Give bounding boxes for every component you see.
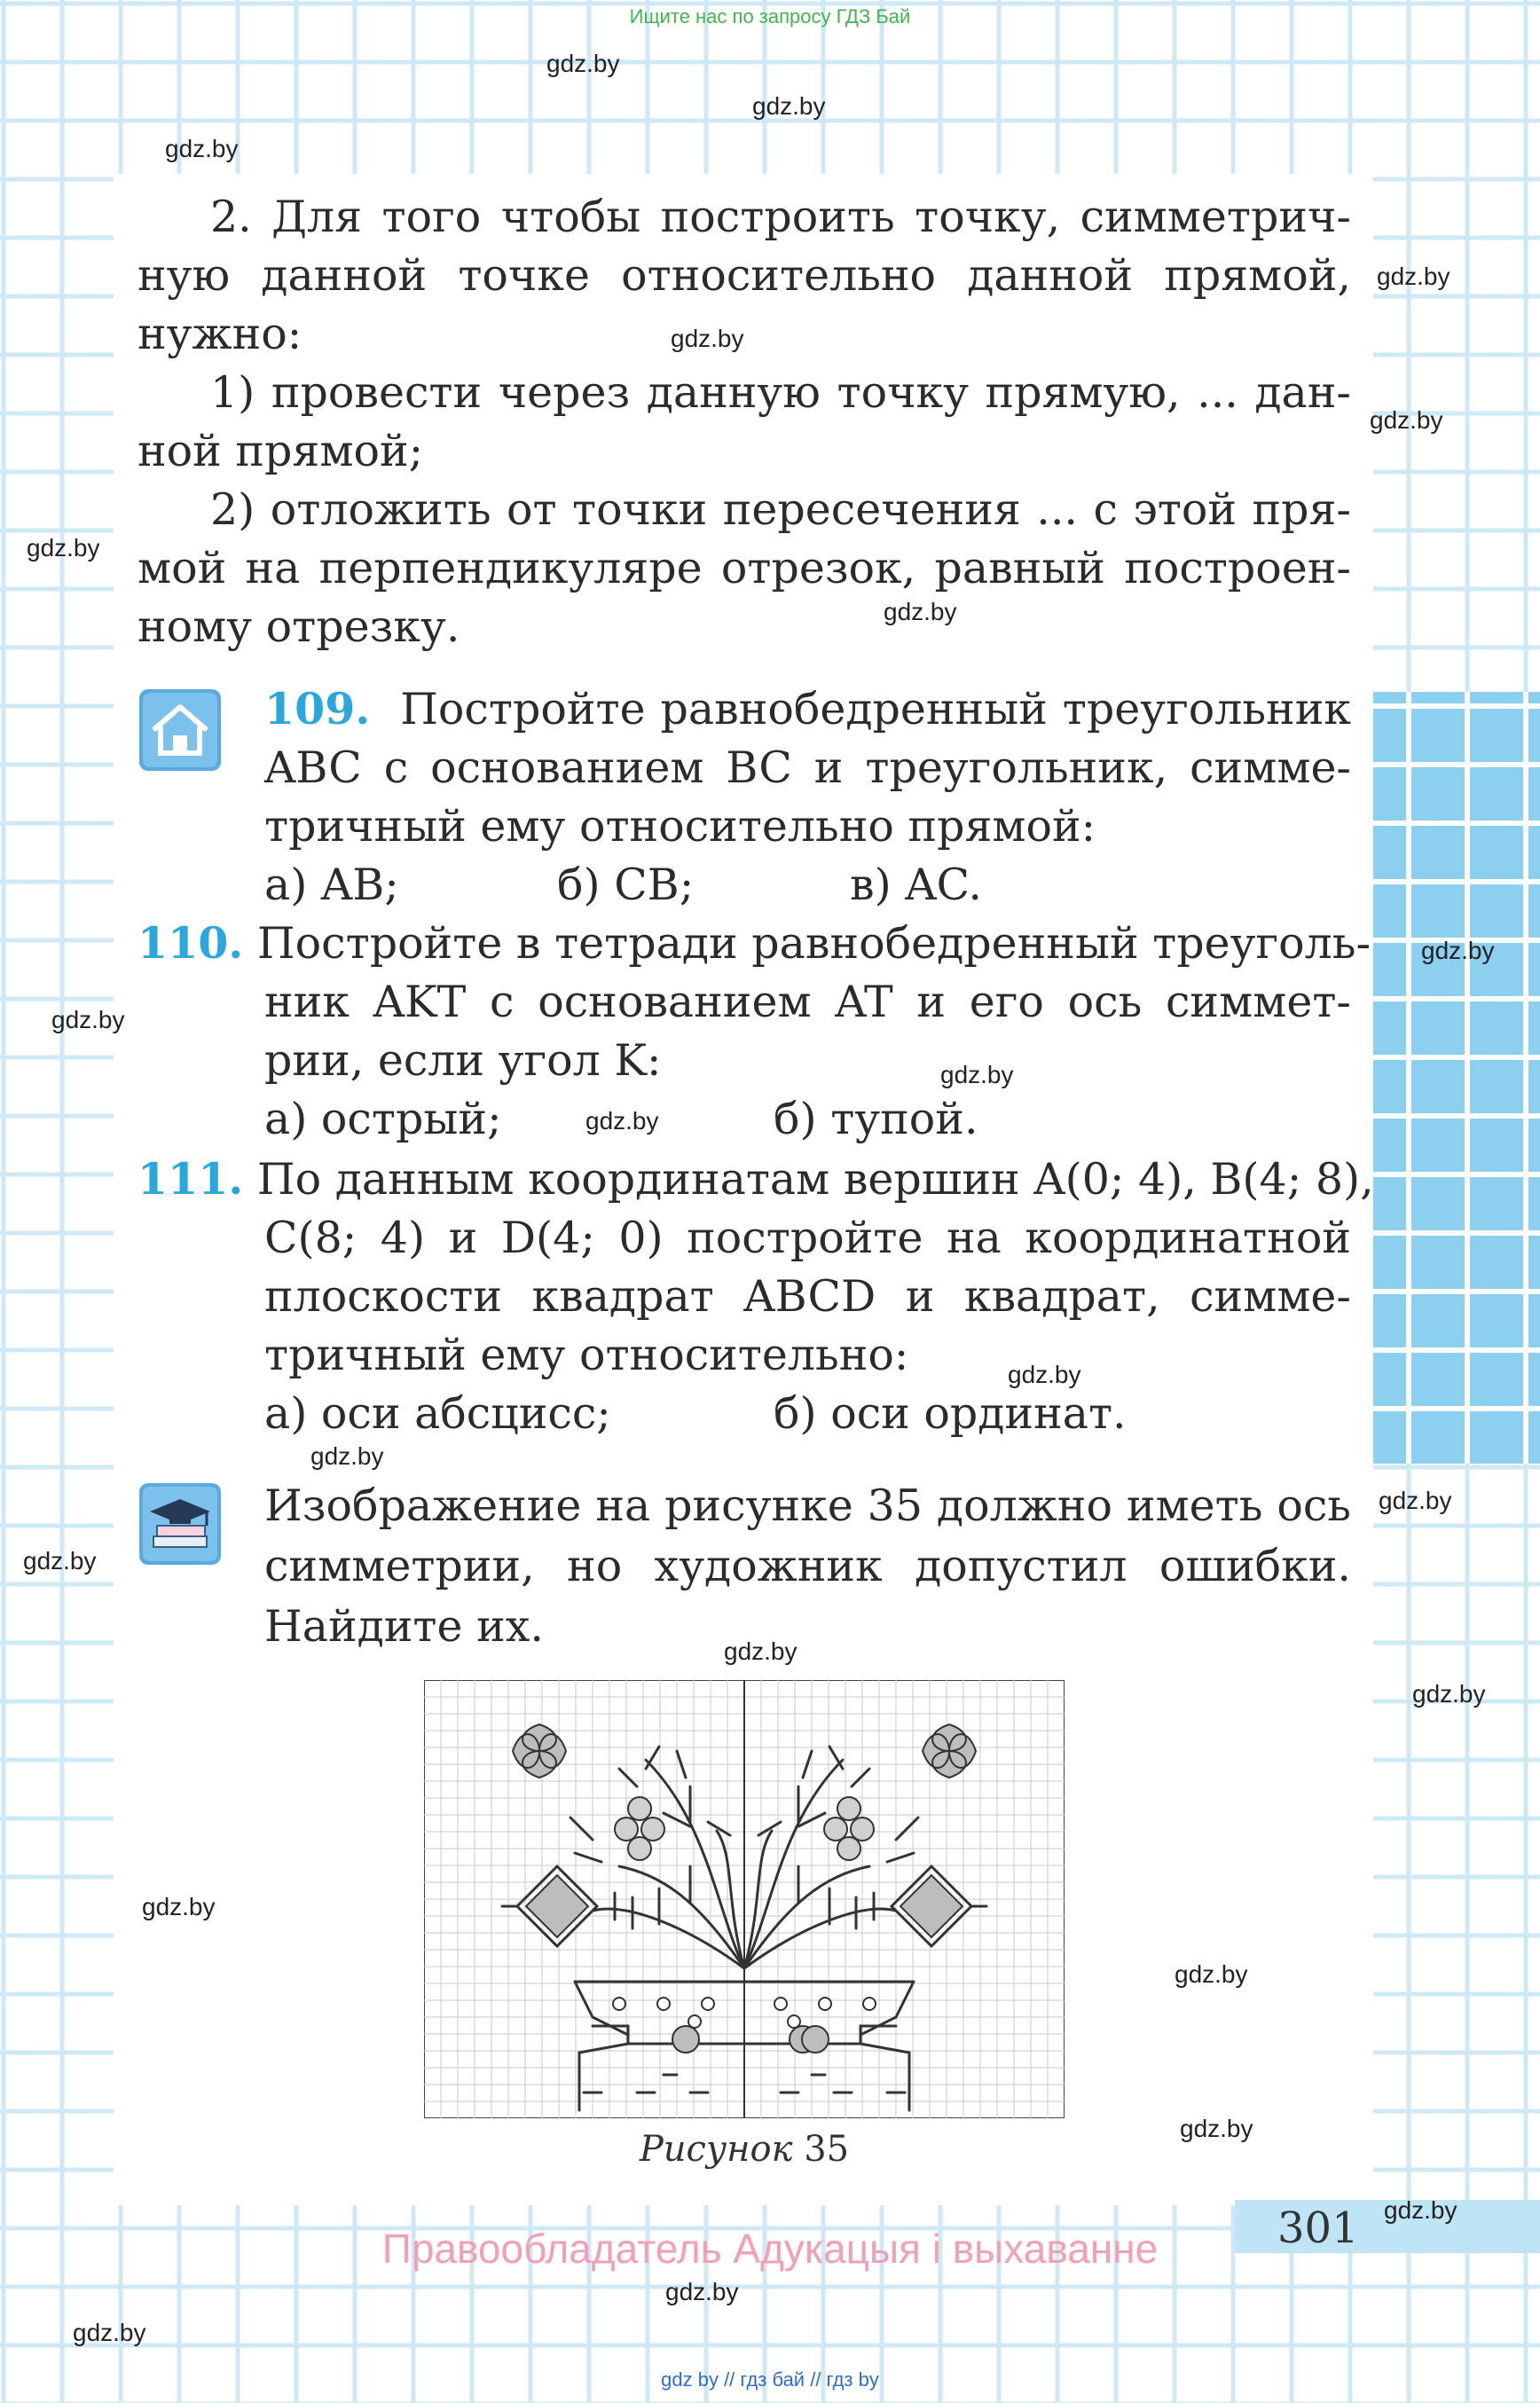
theory-line: ную данной точке относительно данной прямой, <box>138 250 1351 301</box>
berry <box>824 1818 847 1841</box>
watermark: gdz.by <box>1384 2196 1458 2224</box>
exercise-number: 110. <box>138 917 244 969</box>
exercise-110 <box>138 914 1371 1149</box>
watermark: gdz.by <box>1421 937 1495 964</box>
exercise-text: ABC с основанием BC и треугольник, симме- <box>264 742 1351 793</box>
theory-line: 1) провести через данную точку прямую, ... дан- <box>210 367 1351 418</box>
berry <box>837 1837 860 1860</box>
option-b: б) CB; <box>557 860 695 910</box>
watermark: gdz.by <box>1412 1680 1486 1708</box>
puzzle-line: Изображение на рисунке 35 должно иметь ось <box>264 1480 1351 1531</box>
watermark: gdz.by <box>165 135 239 162</box>
option-a: а) AB; <box>264 860 399 910</box>
figure-35-flower-pot <box>424 1680 1065 2118</box>
pot-circle <box>672 2026 699 2053</box>
watermark: gdz.by <box>1377 263 1450 290</box>
pot-dot <box>702 1998 714 2010</box>
pot-dot <box>774 1998 787 2010</box>
exercise-number: 111. <box>138 1153 244 1205</box>
exercise-text: ник AKT с основанием AT и его ось симмет- <box>264 977 1351 1027</box>
exercise-text: тричный ему относительно: <box>264 1330 909 1380</box>
watermark: gdz.by <box>546 50 620 77</box>
exercise-text: По данным координатам вершин A(0; 4), B(4; 8), <box>256 1154 1374 1205</box>
option-b: б) тупой. <box>774 1094 978 1144</box>
exercise-text: C(8; 4) и D(4; 0) постройте на координатной <box>264 1213 1351 1263</box>
watermark: gdz.by <box>884 598 957 625</box>
watermark: gdz.by <box>1379 1487 1452 1514</box>
watermark: gdz.by <box>73 2319 146 2346</box>
blue-grid-band <box>1373 692 1540 1464</box>
theory-line: 2. Для того чтобы построить точку, симметрич- <box>210 192 1351 242</box>
theory-line: мой на перпендикуляре отрезок, равный построен- <box>138 543 1351 593</box>
watermark: gdz.by <box>940 1061 1014 1088</box>
exercise-number: 109. <box>264 683 371 734</box>
footer-links[interactable]: gdz by // гдз бай // гдз by <box>661 2368 879 2391</box>
exercise-text: Постройте равнобедренный треугольник <box>400 684 1351 734</box>
theory-block <box>138 188 1351 656</box>
option-b: б) оси ординат. <box>774 1388 1127 1439</box>
watermark: gdz.by <box>752 92 826 120</box>
pot-dot <box>819 1998 831 2010</box>
berry <box>851 1818 874 1841</box>
page-number: 301 <box>1277 2203 1359 2253</box>
pot-dot <box>613 1998 625 2010</box>
watermark: gdz.by <box>665 2278 739 2305</box>
watermark: gdz.by <box>671 325 744 352</box>
puzzle-line: Найдите их. <box>264 1601 544 1652</box>
pot-dot <box>657 1998 670 2010</box>
pot-circle <box>802 2026 829 2053</box>
theory-line: 2) отложить от точки пересечения ... с этой пря- <box>210 484 1351 535</box>
exercise-109 <box>138 679 1351 915</box>
watermark: gdz.by <box>23 1547 97 1575</box>
watermark: gdz.by <box>1008 1361 1081 1388</box>
watermark: gdz.by <box>51 1006 125 1033</box>
watermark: gdz.by <box>1180 2115 1253 2142</box>
berry <box>628 1837 651 1860</box>
berry <box>837 1797 860 1820</box>
option-a: а) оси абсцисс; <box>264 1388 611 1439</box>
exercise-111 <box>138 1150 1374 1443</box>
option-a: а) острый; <box>264 1094 502 1144</box>
option-c: в) AC. <box>850 860 982 910</box>
puzzle-block <box>138 1476 1351 1657</box>
watermark: gdz.by <box>585 1107 659 1135</box>
watermark: gdz.by <box>310 1442 384 1470</box>
berry <box>628 1797 651 1820</box>
header-note: Ищите нас по запросу ГДЗ Бай <box>629 5 911 27</box>
watermark: gdz.by <box>1175 1960 1248 1988</box>
berry <box>641 1818 664 1841</box>
figure-caption: Рисунок 35 <box>639 2129 850 2170</box>
pot-dot <box>863 1998 876 2010</box>
theory-line: ному отрезку. <box>138 601 460 652</box>
exercise-text: Постройте в тетради равнобедренный треуголь- <box>256 918 1371 969</box>
copyright-holder: Правообладатель Адукацыя і выхаванне <box>381 2226 1159 2272</box>
watermark: gdz.by <box>1370 406 1443 434</box>
watermark: gdz.by <box>724 1637 798 1665</box>
theory-line: нужно: <box>138 309 302 359</box>
berry <box>615 1818 638 1841</box>
exercise-text: тричный ему относительно прямой: <box>264 801 1096 852</box>
exercise-text: плоскости квадрат ABCD и квадрат, симме- <box>264 1271 1351 1322</box>
watermark: gdz.by <box>142 1893 216 1920</box>
watermark: gdz.by <box>27 534 100 561</box>
exercise-text: рии, если угол K: <box>264 1035 662 1086</box>
puzzle-line: симметрии, но художник допустил ошибки. <box>264 1541 1351 1591</box>
theory-line: ной прямой; <box>138 426 424 476</box>
